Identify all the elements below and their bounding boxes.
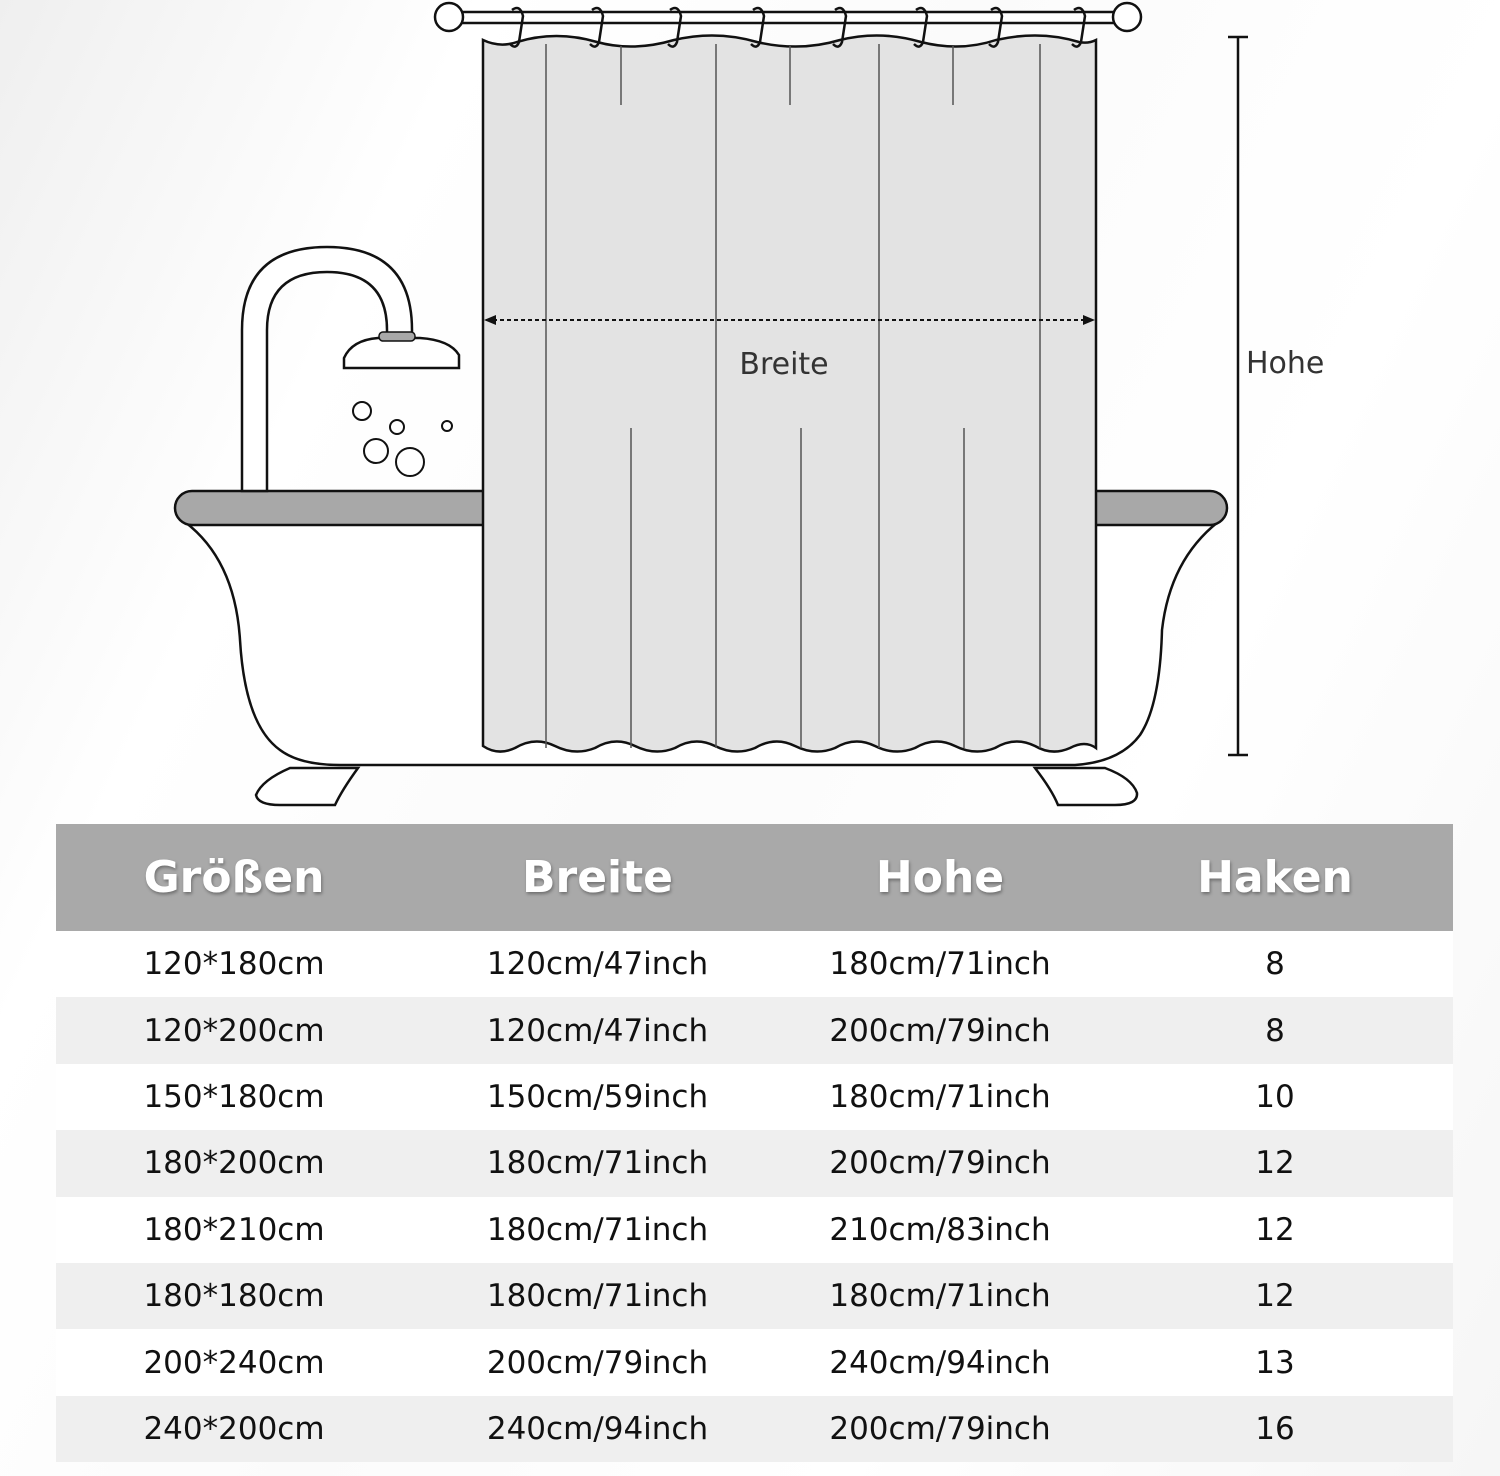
cell-size: 180*200cm [56,1130,412,1196]
header-hohe: Hohe [783,824,1097,931]
cell-size: 120*200cm [56,997,412,1063]
cell-width: 180cm/71inch [412,1197,783,1263]
cell-height: 200cm/79inch [783,1396,1097,1462]
table-row [56,1329,1453,1395]
height-label: Hohe [1246,346,1325,381]
table-row [56,931,1453,997]
cell-height: 210cm/83inch [783,1197,1097,1263]
size-table [56,824,1453,1462]
header-haken: Haken [1097,824,1453,931]
cell-height: 200cm/79inch [783,1130,1097,1196]
cell-hooks: 16 [1097,1396,1453,1462]
width-label: Breite [739,347,829,382]
cell-hooks: 10 [1097,1064,1453,1130]
table-row [56,1064,1453,1130]
cell-height: 180cm/71inch [783,931,1097,997]
shower-curtain [483,35,1096,751]
cell-width: 120cm/47inch [412,997,783,1063]
header-breite: Breite [412,824,783,931]
height-dimension-bar [1228,37,1248,755]
cell-height: 240cm/94inch [783,1329,1097,1395]
cell-width: 150cm/59inch [412,1064,783,1130]
cell-height: 180cm/71inch [783,1064,1097,1130]
shower-head-icon [344,338,459,368]
cell-size: 180*210cm [56,1197,412,1263]
cell-size: 200*240cm [56,1329,412,1395]
cell-size: 240*200cm [56,1396,412,1462]
cell-hooks: 12 [1097,1197,1453,1263]
table-row [56,1263,1453,1329]
cell-width: 180cm/71inch [412,1263,783,1329]
cell-width: 240cm/94inch [412,1396,783,1462]
cell-width: 120cm/47inch [412,931,783,997]
table-row [56,1396,1453,1462]
table-row [56,1130,1453,1196]
tub-foot-right [1035,768,1137,805]
table-row [56,997,1453,1063]
cell-hooks: 13 [1097,1329,1453,1395]
header-groessen: Größen [56,824,412,931]
cell-width: 200cm/79inch [412,1329,783,1395]
cell-size: 120*180cm [56,931,412,997]
cell-height: 200cm/79inch [783,997,1097,1063]
cell-width: 180cm/71inch [412,1130,783,1196]
table-header-row [56,824,1453,931]
cell-size: 180*180cm [56,1263,412,1329]
cell-hooks: 8 [1097,997,1453,1063]
bubbles-icon [353,402,452,476]
cell-height: 180cm/71inch [783,1263,1097,1329]
curtain-rod [435,3,1141,31]
table-row [56,1197,1453,1263]
cell-size: 150*180cm [56,1064,412,1130]
cell-hooks: 12 [1097,1263,1453,1329]
cell-hooks: 12 [1097,1130,1453,1196]
tub-foot-left [256,768,358,805]
cell-hooks: 8 [1097,931,1453,997]
